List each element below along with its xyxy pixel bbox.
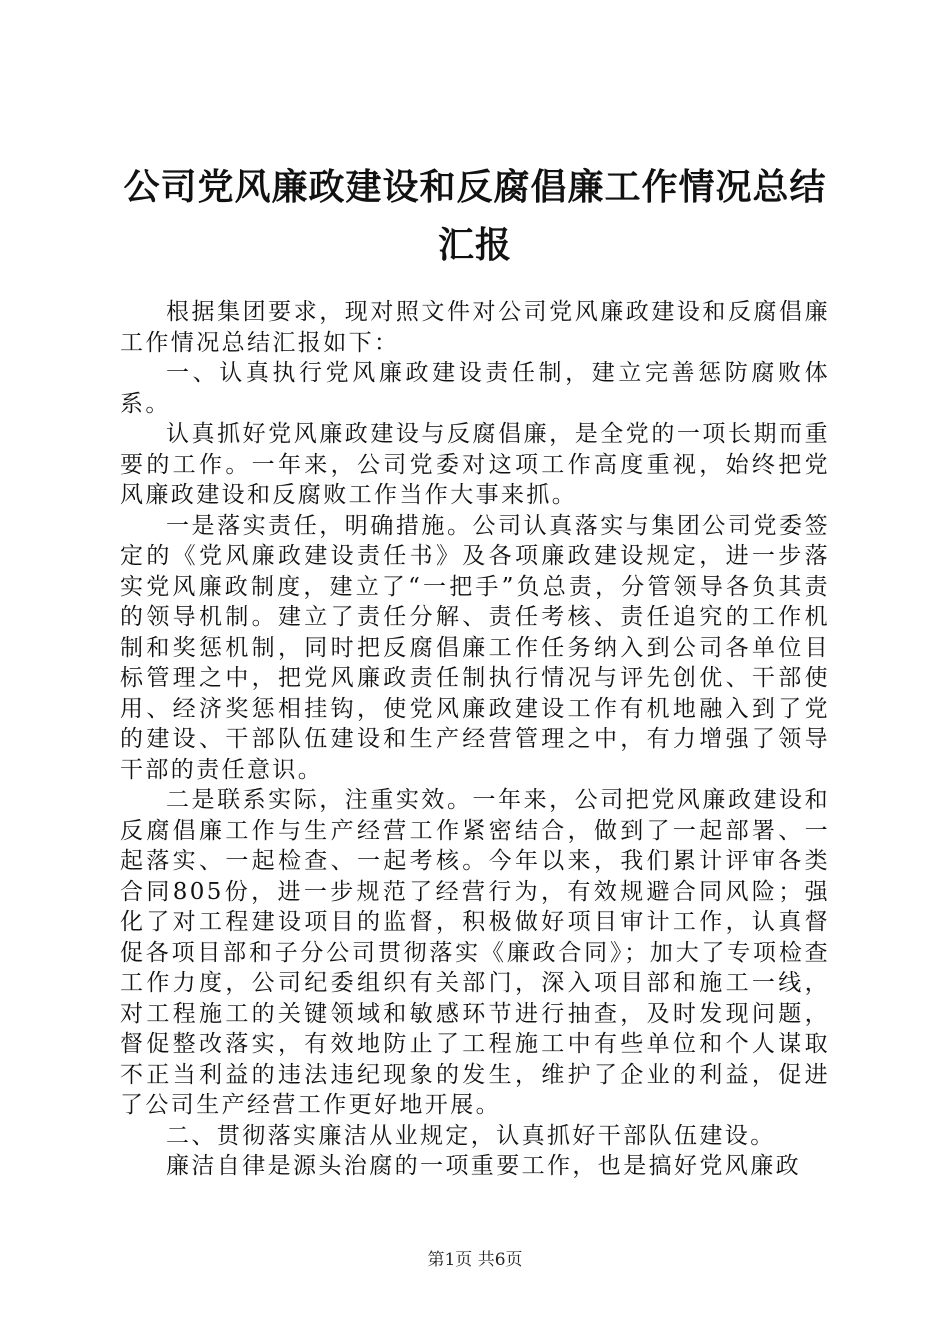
paragraph-intro: 根据集团要求，现对照文件对公司党风廉政建设和反腐倡廉工作情况总结汇报如下： xyxy=(120,299,830,356)
page-footer: 第1页 共6页 xyxy=(427,1250,523,1270)
section-heading-1: 一、认真执行党风廉政建设责任制，建立完善惩防腐败体系。 xyxy=(120,360,830,417)
document-title: 公司党风廉政建设和反腐倡廉工作情况总结汇报 xyxy=(123,166,827,266)
paragraph-overview: 认真抓好党风廉政建设与反腐倡廉，是全党的一项长期而重要的工作。一年来，公司党委对这项工作高度重视，始终把党风廉政建设和反腐败工作当作大事来抓。 xyxy=(120,421,830,508)
paragraph-practice: 二是联系实际，注重实效。一年来，公司把党风廉政建设和反腐倡廉工作与生产经营工作紧密结合，做到了一起部署、一起落实、一起检查、一起考核。今年以来，我们累计评审各类合同805份，进一步规范了经营行为，有效规避合同风险；强化了对工程建设项目的监督，积极做好项目审计工作，认真督促各项目部和子分公司贯彻落实《廉政合同》；加大了专项检查工作力度，公司纪委组织有关部门，深入项目部和施工一线，对工程施工的关键领域和敏感环节进行抽查，及时发现问题，督促整改落实，有效地防止了工程施工中有些单位和个人谋取不正当利益的违法违纪现象的发生，维护了企业的利益，促进了公司生产经营工作更好地开展。 xyxy=(120,787,830,1118)
section-heading-2: 二、贯彻落实廉洁从业规定，认真抓好干部队伍建设。 xyxy=(166,1122,776,1149)
paragraph-self-discipline: 廉洁自律是源头治腐的一项重要工作，也是搞好党风廉政 xyxy=(166,1153,801,1179)
document-body xyxy=(120,297,830,1182)
paragraph-responsibility: 一是落实责任，明确措施。公司认真落实与集团公司党委签定的《党风廉政建设责任书》及各项廉政建设规定，进一步落实党风廉政制度，建立了“一把手”负总责，分管领导各负其责的领导机制。建立了责任分解、责任考核、责任追究的工作机制和奖惩机制，同时把反腐倡廉工作任务纳入到公司各单位目标管理之中，把党风廉政责任制执行情况与评先创优、干部使用、经济奖惩相挂钩，使党风廉政建设工作有机地融入到了党的建设、干部队伍建设和生产经营管理之中，有力增强了领导干部的责任意识。 xyxy=(120,512,830,783)
